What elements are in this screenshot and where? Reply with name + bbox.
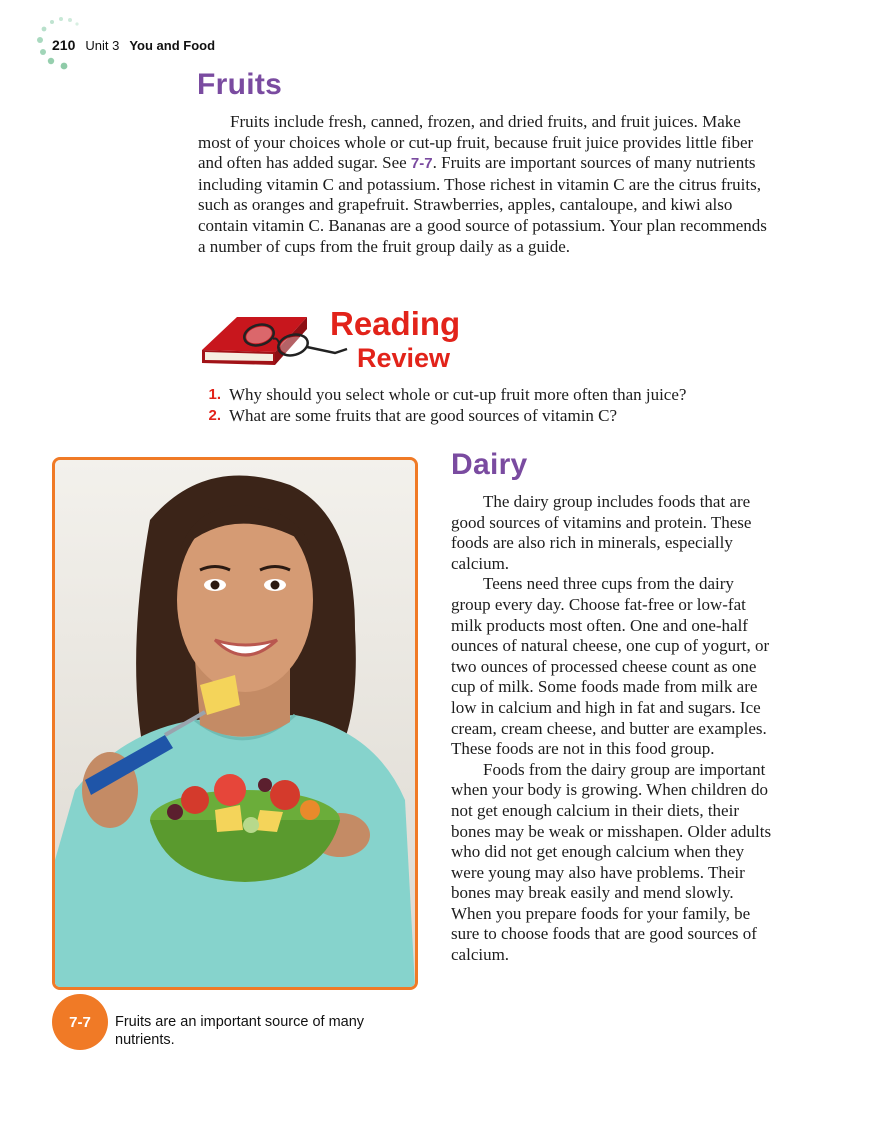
figure-caption: Fruits are an important source of many nutrients. [115, 1014, 365, 1048]
fruits-heading: Fruits [197, 68, 283, 101]
page-number: 210 [52, 37, 76, 53]
review-question [205, 384, 686, 405]
dairy-paragraph: Teens need three cups from the dairy group every day. Choose fat-free or low-fat milk products most often. One and one-half ounces of natural cheese, one cup of yogurt, or two ounces of processed cheese count as one cup of milk. Some foods made from milk are low in calcium and high in fat and sugars. Ice cream, cream cheese, and butter are examples. These foods are not in this food group. [451, 574, 770, 759]
figure-photo [52, 457, 418, 990]
unit-label: Unit 3 [85, 38, 120, 53]
question-text: What are some fruits that are good sources of vitamin C? [229, 406, 618, 425]
girl-eating-fruit-illustration [55, 460, 415, 987]
review-questions [205, 384, 686, 426]
figure-reference-link[interactable]: 7-7 [410, 155, 433, 173]
dairy-body [451, 492, 777, 966]
reading-review-title-line1: Reading [330, 305, 461, 342]
fruits-paragraph [198, 112, 778, 257]
running-header [52, 37, 215, 53]
fruits-text-2: . Fruits are important sources of many nutrients including vitamin C and potassium. Those richest in vitamin C are the citrus fruits, such as oranges and grapefruit. Strawberries, apples, cantaloupe, and kiwi also contain vitamin C. Bananas are a good source of potassium. Your plan recommends a number of cups from the fruit group daily as a guide. [198, 153, 767, 256]
question-text: Why should you select whole or cut-up fruit more often than juice? [229, 385, 687, 404]
reading-review-title-line2: Review [357, 343, 451, 373]
dairy-paragraph: The dairy group includes foods that are good sources of vitamins and protein. These foods are also rich in minerals, especially calcium. [451, 492, 752, 573]
fruits-text-1: Fruits include fresh, canned, frozen, and dried fruits, and fruit juices. Make most of your choices whole or cut-up fruit, because fruit juice provides little fiber and often has added sugar. See [198, 112, 754, 173]
figure-label-badge: 7-7 [52, 994, 108, 1050]
dairy-paragraph: Foods from the dairy group are important when your body is growing. When children do not get enough calcium in their diets, their bones may be weak or misshapen. Older adults who did not get enough calcium when they were young may also have problems. Their bones may break easily and mend slowly. When you prepare foods for your family, be sure to choose foods that are good sources of calcium. [451, 759, 772, 965]
review-question [205, 405, 686, 426]
question-number: 1. [208, 386, 221, 403]
question-number: 2. [208, 407, 221, 424]
unit-title: You and Food [129, 38, 216, 53]
dairy-heading: Dairy [451, 448, 528, 481]
